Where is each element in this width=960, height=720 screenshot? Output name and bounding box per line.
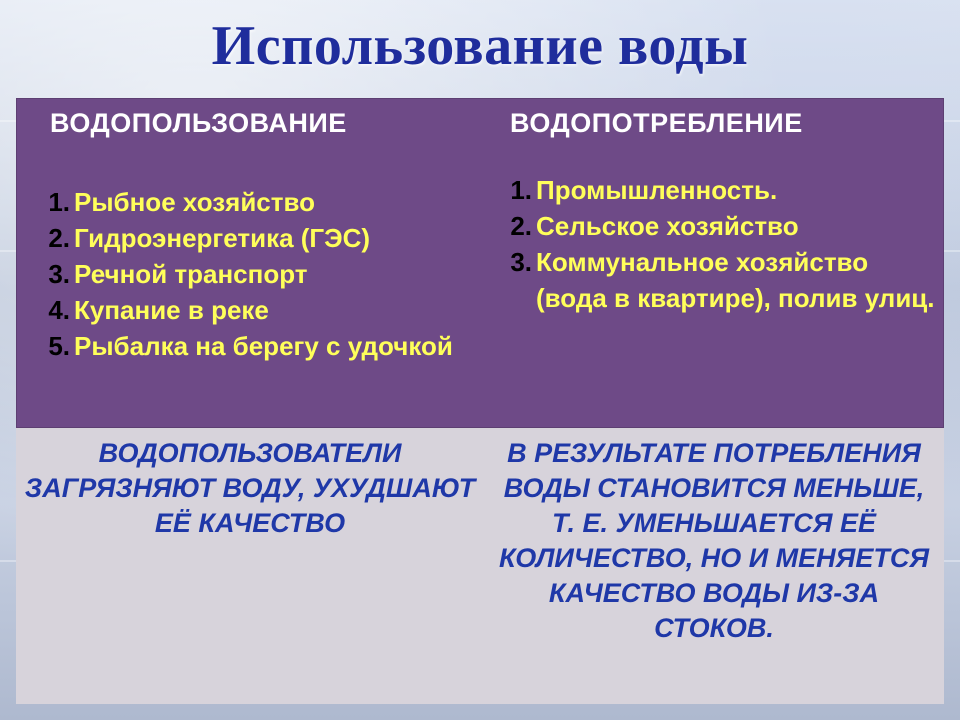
list-item-number: 2. bbox=[510, 211, 532, 241]
list-item-text: Сельское хозяйство bbox=[536, 211, 799, 241]
table-bottom-row bbox=[16, 428, 944, 704]
list-item-number: 5. bbox=[48, 331, 70, 361]
comparison-table bbox=[16, 98, 944, 704]
table-top-row bbox=[16, 98, 944, 428]
left-column-list bbox=[28, 184, 468, 364]
list-item-number: 1. bbox=[48, 187, 70, 217]
left-column-conclusion: ВОДОПОЛЬЗОВАТЕЛИ ЗАГРЯЗНЯЮТ ВОДУ, УХУДШАЮТ ЕЁ КАЧЕСТВО bbox=[24, 438, 476, 538]
list-item bbox=[490, 172, 940, 208]
list-item-text: Рыбалка на берегу с удочкой bbox=[74, 331, 453, 361]
list-item bbox=[490, 208, 940, 244]
list-item-number: 1. bbox=[510, 175, 532, 205]
list-item bbox=[28, 292, 468, 328]
list-item-number: 4. bbox=[48, 295, 70, 325]
list-item bbox=[28, 220, 468, 256]
list-item bbox=[28, 184, 468, 220]
slide-title: Использование воды bbox=[211, 15, 749, 77]
list-item bbox=[28, 256, 468, 292]
list-item bbox=[490, 244, 940, 316]
list-item-text: Купание в реке bbox=[74, 295, 269, 325]
list-item-number: 2. bbox=[48, 223, 70, 253]
list-item-number: 3. bbox=[510, 247, 532, 277]
right-column-conclusion: В РЕЗУЛЬТАТЕ ПОТРЕБЛЕНИЯ ВОДЫ СТАНОВИТСЯ МЕНЬШЕ, Т. Е. УМЕНЬШАЕТСЯ ЕЁ КОЛИЧЕСТВО, НО И МЕНЯЕТСЯ КАЧЕСТВО ВОДЫ ИЗ-ЗА СТОКОВ. bbox=[498, 438, 930, 643]
list-item-text: Рыбное хозяйство bbox=[74, 187, 316, 217]
list-item-text: Гидроэнергетика (ГЭС) bbox=[74, 223, 371, 253]
list-item-number: 3. bbox=[48, 259, 70, 289]
right-column-list bbox=[490, 172, 940, 316]
right-column-heading: ВОДОПОТРЕБЛЕНИЕ bbox=[510, 108, 803, 138]
list-item-text: Коммунальное хозяйство (вода в квартире), полив улиц. bbox=[536, 247, 935, 313]
left-column-heading: ВОДОПОЛЬЗОВАНИЕ bbox=[50, 108, 347, 138]
list-item bbox=[28, 328, 468, 364]
list-item-text: Промышленность. bbox=[536, 175, 778, 205]
list-item-text: Речной транспорт bbox=[74, 259, 308, 289]
